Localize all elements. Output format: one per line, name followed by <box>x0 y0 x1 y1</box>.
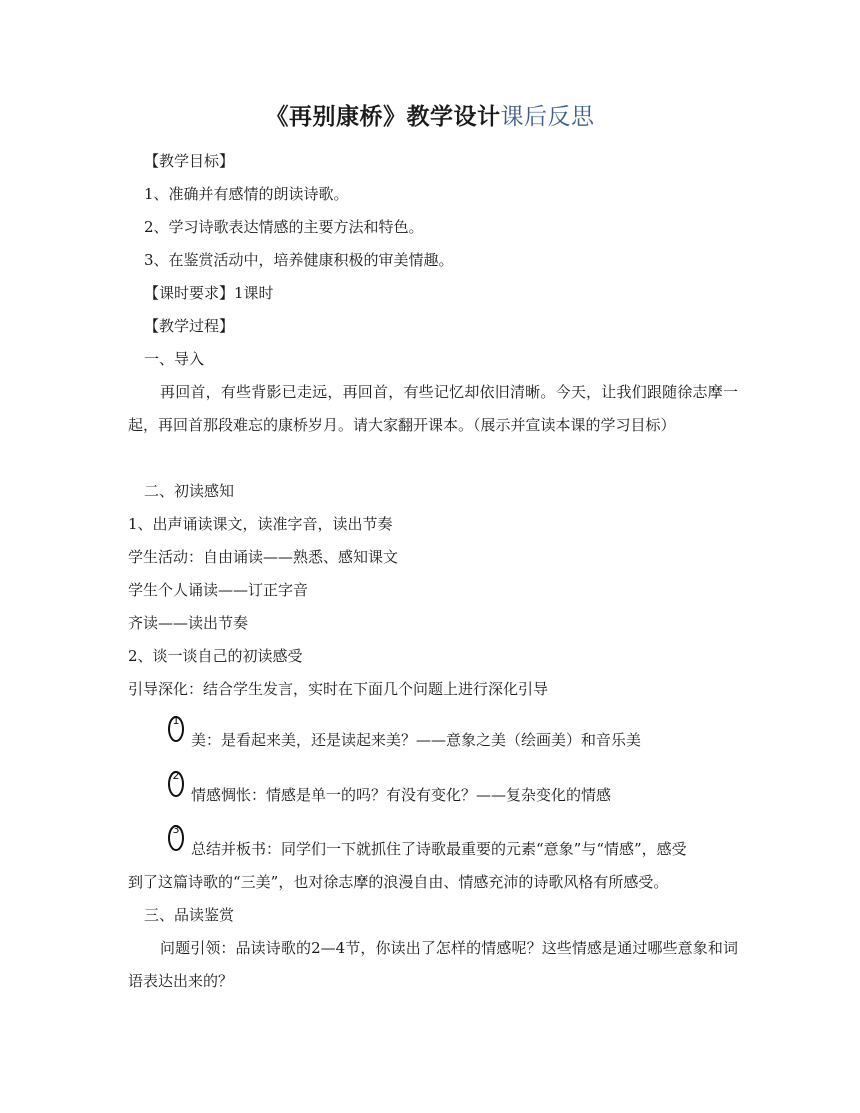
objectives-heading: 【教学目标】 <box>144 152 235 170</box>
activity-2: 学生个人诵读——订正字音 <box>128 581 309 599</box>
class-hours: 【课时要求】1课时 <box>144 284 274 302</box>
numbered-item-1: 美：是看起来美，还是读起来美？——意象之美（绘画美）和音乐美 <box>191 731 642 749</box>
circled-number-3-icon <box>166 819 188 853</box>
objective-item-1: 1、准确并有感情的朗读诗歌。 <box>144 185 349 203</box>
section-2-heading: 二、初读感知 <box>144 482 235 500</box>
document-title <box>0 98 860 131</box>
numbered-item-3-continuation: 到了这篇诗歌的“三美”，也对徐志摩的浪漫自由、情感充沛的诗歌风格有所感受。 <box>128 873 669 891</box>
process-heading: 【教学过程】 <box>144 317 235 335</box>
numbered-item-2: 情感惆怅：情感是单一的吗？有没有变化？——复杂变化的情感 <box>191 786 612 804</box>
title-main: 《再别康桥》教学设计 <box>265 103 501 130</box>
step-1: 1、出声诵读课文，读准字音，读出节奏 <box>128 515 393 533</box>
svg-text:3: 3 <box>172 823 180 836</box>
guide-text: 引导深化：结合学生发言，实时在下面几个问题上进行深化引导 <box>128 680 549 698</box>
circled-number-1-icon <box>166 710 188 744</box>
step-2: 2、谈一谈自己的初读感受 <box>128 647 303 665</box>
objective-item-3: 3、在鉴赏活动中，培养健康积极的审美情趣。 <box>144 251 454 269</box>
objective-item-2: 2、学习诗歌表达情感的主要方法和特色。 <box>144 218 424 236</box>
activity-3: 齐读——读出节奏 <box>128 614 249 632</box>
section-1-heading: 一、导入 <box>144 350 205 368</box>
circled-number-2-icon <box>166 765 188 799</box>
svg-text:1: 1 <box>172 714 180 727</box>
intro-paragraph: 再回首，有些背影已走远，再回首，有些记忆却依旧清晰。今天，让我们跟随徐志摩一起，再回首那段难忘的康桥岁月。请大家翻开课本。（展示并宣读本课的学习目标） <box>128 383 738 434</box>
title-accent: 课后反思 <box>500 104 595 130</box>
question-paragraph: 问题引领：品读诗歌的2—4节，你读出了怎样的情感呢？这些情感是通过哪些意象和词语表达出来的？ <box>128 939 738 990</box>
section-3-heading: 三、品读鉴赏 <box>144 906 235 924</box>
activity-1: 学生活动：自由诵读——熟悉、感知课文 <box>128 548 399 566</box>
numbered-item-3: 总结并板书：同学们一下就抓住了诗歌最重要的元素“意象”与“情感”，感受 <box>191 840 687 858</box>
svg-text:2: 2 <box>172 769 180 782</box>
